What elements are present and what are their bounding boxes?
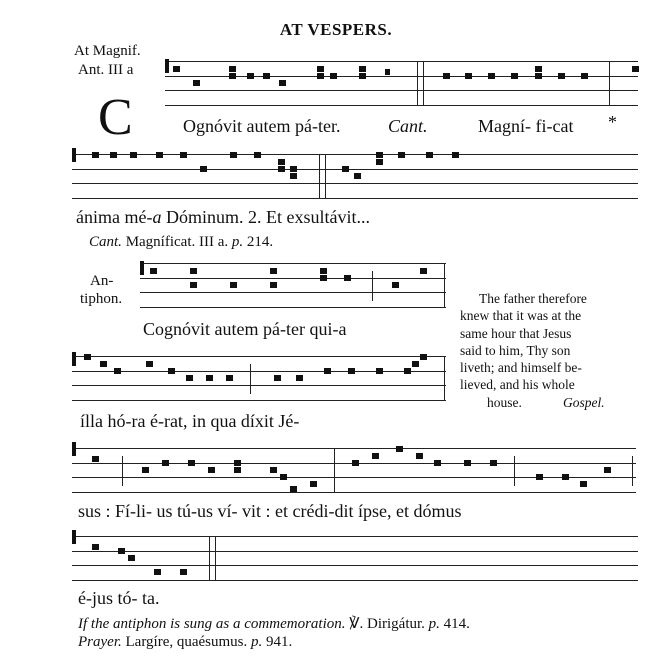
neume [376,152,383,158]
neume [396,446,403,452]
neume [434,460,441,466]
neume [324,368,331,374]
neume [452,152,459,158]
page-title: AT VESPERS. [279,20,393,39]
prayer-label: Prayer. [78,634,122,650]
cant-label: Cant. [388,116,428,136]
neume [118,548,125,554]
lyric-line-4: ílla hó-ra é-rat, in qua díxit Jé- [80,411,300,431]
translation-line: lieved, and his whole [460,377,575,393]
neume [296,375,303,381]
translation-line: same hour that Jesus [460,325,572,341]
prayer-page: 941. [266,634,293,650]
neume [142,467,149,473]
neume [247,73,254,79]
staff-5 [72,448,636,493]
neume [330,73,337,79]
lyric-dominum: Dóminum. [165,207,244,227]
neume [310,481,317,487]
neume [354,173,361,179]
lyric-anima: ánima mé- [76,207,153,227]
prayer-line [78,634,292,651]
double-bar [209,536,216,580]
staff-2 [72,154,638,199]
double-bar [319,154,326,198]
initial-letter: C [98,89,133,146]
neume [562,474,569,480]
neume [279,80,286,86]
bar-line [444,356,445,400]
translation-block [460,290,605,411]
neume [412,361,419,367]
neume [84,354,91,360]
lyric-line-1: Ognóvit autem pá-ter. [183,116,341,136]
bar-line [444,263,445,307]
neume [536,474,543,480]
rubric-line [78,614,470,633]
neume [535,66,542,72]
neume [464,460,471,466]
lyric-line-5: sus : Fí-li- us tú-us ví- vit : et crédi-dit ípse, et dómus [78,501,462,521]
staff-4 [72,356,446,401]
neume [190,282,197,288]
neume [420,354,427,360]
neume [200,166,207,172]
neume [535,73,542,79]
staff-6 [72,536,638,581]
neume [274,375,281,381]
neume [558,73,565,79]
neume [230,282,237,288]
magnificat-incipit: Magní- fi-cat [478,116,574,136]
neume [110,152,117,158]
neume [604,467,611,473]
neume [465,73,472,79]
neume [376,368,383,374]
translation-line: said to him, Thy son [460,342,571,358]
neume [385,69,390,75]
cant-reference [89,234,273,251]
clef-mark [165,59,169,73]
neume [180,152,187,158]
neume [229,66,236,72]
translation-line: knew that it was at the [460,308,582,324]
neume [490,460,497,466]
neume [278,166,285,172]
neume [270,282,277,288]
neume [372,453,379,459]
neume [404,368,411,374]
neume [154,569,161,575]
neume [208,467,215,473]
neume [376,159,383,165]
neume [114,368,121,374]
neume [193,80,200,86]
prayer-text: Largíre, quaésumus. [125,634,248,650]
neume [317,73,324,79]
neume [416,453,423,459]
neume [186,375,193,381]
staff-1 [165,61,638,106]
neume [317,66,324,72]
neume [290,173,297,179]
translation-line: The father therefore [479,291,587,306]
neume [234,460,241,466]
neume [190,268,197,274]
lyric-line-2 [76,207,370,228]
rubric-text: If the antiphon is sung as a commemoration. [78,616,346,632]
neume [150,268,157,274]
neume [180,569,187,575]
bar-line [250,364,251,394]
bar-line [514,456,515,486]
neume [146,361,153,367]
neume [278,159,285,165]
antiphon-mode-label: Ant. III a [78,62,134,78]
neume [426,152,433,158]
neume [359,73,366,79]
lyric-a-italic: a [152,207,162,227]
neume [230,152,237,158]
neume [263,73,270,79]
neume [488,73,495,79]
neume [188,460,195,466]
neume [392,282,399,288]
cant-ref-page-label: p. [231,234,244,250]
versicle-page-label: p. [428,616,440,632]
bar-line [609,61,610,105]
neume [320,275,327,281]
neume [130,152,137,158]
neume [92,544,99,550]
neume [168,368,175,374]
neume [359,66,366,72]
neume [352,460,359,466]
neume [234,467,241,473]
neume [206,375,213,381]
cant-ref-text: Magníficat. III a. [125,234,229,250]
translation-line: liveth; and himself be- [460,360,582,376]
neume [632,66,639,72]
versicle-text: ℣. Dirigátur. [349,616,425,632]
neume [92,456,99,462]
neume [581,73,588,79]
neume [92,152,99,158]
translation-source: Gospel. [563,394,605,410]
prayer-page-label: p. [251,634,263,650]
neume [420,268,427,274]
bar-line [122,456,123,486]
neume [443,73,450,79]
bar-line [372,271,373,301]
bar-line [632,456,633,486]
clef-mark [72,442,76,456]
lyric-line-6: é-jus tó- ta. [78,588,160,608]
cant-ref-page: 214. [246,234,274,250]
neume [156,152,163,158]
versicle-page: 414. [443,616,470,632]
neume [320,268,327,274]
antiphon-label-1: An- [90,273,114,289]
neume [128,555,135,561]
lyric-exsultavit: 2. Et exsultávit... [247,207,370,227]
neume [100,361,107,367]
neume [580,481,587,487]
translation-line: house. [487,394,522,410]
neume [270,268,277,274]
neume [348,368,355,374]
neume [229,73,236,79]
clef-mark [72,352,76,366]
clef-mark [140,261,144,275]
neume [173,66,180,72]
clef-mark [72,530,76,544]
asterisk-mark: * [608,112,617,132]
neume [342,166,349,172]
antiphon-label-2: tiphon. [80,291,123,307]
neume [226,375,233,381]
cant-ref-label: Cant. [89,234,122,250]
neume [511,73,518,79]
antiphon-label-magnif: At Magnif. [74,43,141,59]
bar-line [334,448,335,492]
neume [254,152,261,158]
staff-3 [140,263,446,308]
neume [162,460,169,466]
clef-mark [72,148,76,162]
neume [280,474,287,480]
neume [270,467,277,473]
double-bar [417,61,424,105]
neume [398,152,405,158]
neume [290,166,297,172]
neume [344,275,351,281]
neume [290,486,297,492]
lyric-line-3: Cognóvit autem pá-ter qui-a [143,319,347,339]
